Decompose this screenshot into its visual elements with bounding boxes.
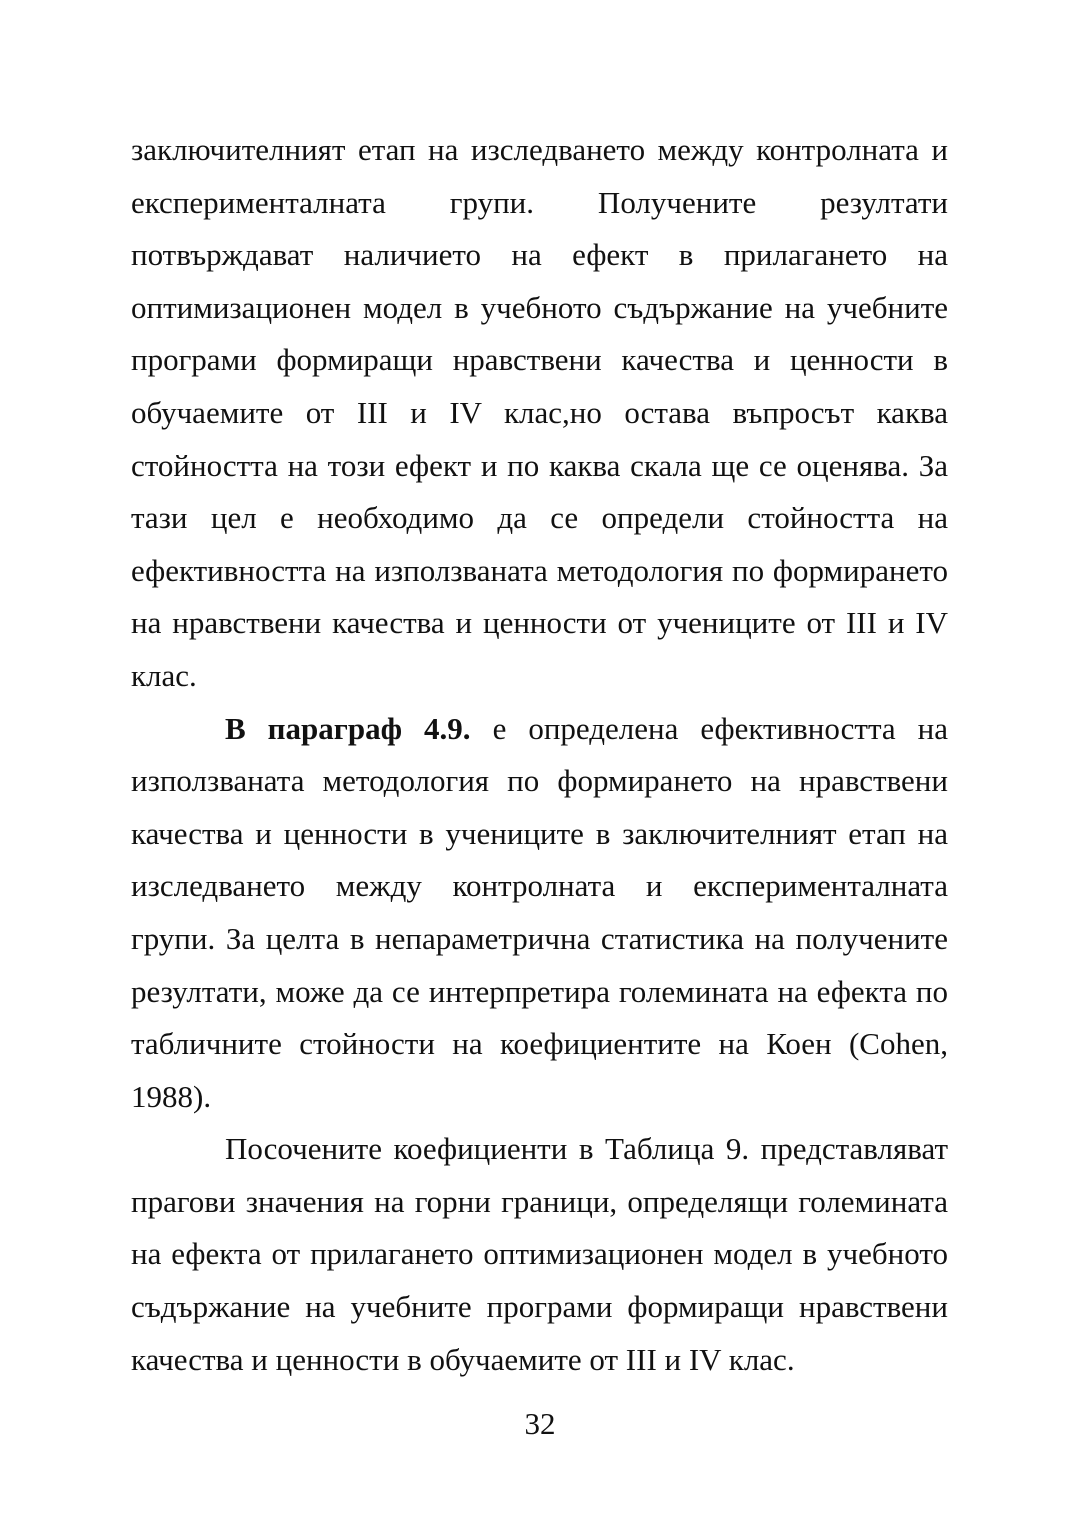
paragraph-section-reference [131,703,948,1124]
paragraph-coefficients: Посочените коефициенти в Таблица 9. представляват прагови значения на горни граници, определящи големината на ефекта от прилагането оптимизационен модел в учебното съдържание на учебните програми формиращи нравствени качества и ценности в обучаемите от III и IV клас. [131,1131,948,1377]
section-reference-bold: В параграф 4.9. [225,710,471,746]
page-number: 32 [524,1406,556,1441]
section-reference-text: е определена ефективността на използваната методология по формирането на нравствени качества и ценности в учениците в заключителният етап на изследването между контролната и експерименталната групи. За целта в непараметрична статистика на получените резултати, може да се интерпретира големината на ефекта по табличните стойности на коефициентите на Коен (Cohen, 1988). [131,710,948,1114]
body-text [131,124,948,1386]
paragraph-continuation: заключителният етап на изследването между контролната и експерименталната групи. Получените резултати потвърждават наличието на ефект в прилагането на оптимизационен модел в учебното съдържание на учебните програми формиращи нравствени качества и ценности в обучаемите от III и IV клас,но остава въпросът каква стойността на този ефект и по каква скала ще се оценява. За тази цел е необходимо да се определи стойността на ефективността на използваната методология по формирането на нравствени качества и ценности от учениците от III и IV клас. [131,132,948,693]
